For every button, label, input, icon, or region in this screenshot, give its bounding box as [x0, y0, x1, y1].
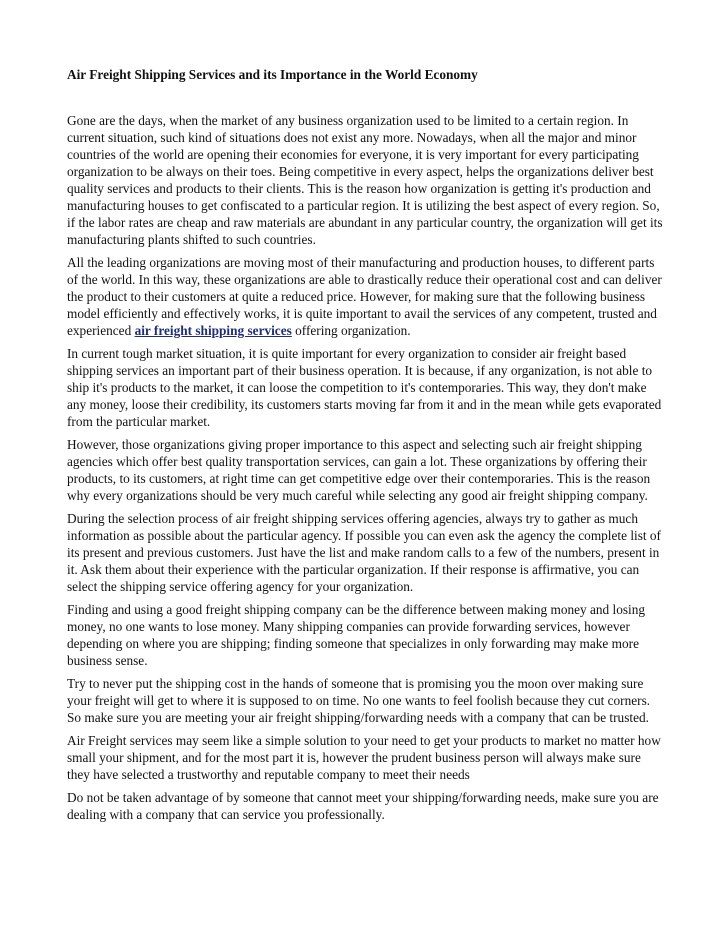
document-page [67, 66, 665, 829]
paragraph-8: Air Freight services may seem like a simple solution to your need to get your products to market no matter how small your shipment, and for the most part it is, however the prudent business person will always make sure they have selected a trustworthy and reputable company to meet their needs [67, 733, 661, 782]
paragraph-9: Do not be taken advantage of by someone that cannot meet your shipping/forwarding needs, make sure you are dealing with a company that can service you professionally. [67, 790, 659, 822]
paragraph-5: During the selection process of air freight shipping services offering agencies, always try to gather as much information as possible about the particular agency. If possible you can even ask the agency the complete list of its present and previous customers. Just have the list and make random calls to a few of the numbers, present in it. Ask them about their experience with the particular organization. If their response is affirmative, you can select the shipping service offering agency for your organization. [67, 511, 661, 594]
paragraph-7: Try to never put the shipping cost in the hands of someone that is promising you the moon over making sure your freight will get to where it is supposed to on time. No one wants to feel foolish because they cut corners. So make sure you are meeting your air freight shipping/forwarding needs with a company that can be trusted. [67, 676, 651, 725]
paragraph-1: Gone are the days, when the market of any business organization used to be limited to a certain region. In current situation, such kind of situations does not exist any more. Nowadays, when all the major and minor countries of the world are opening their economies for everyone, it is very important for every participating organization to be always on their toes. Being competitive in every aspect, helps the organizations deliver best quality services and products to their clients. This is the reason how organization is getting it's production and manufacturing houses to get confiscated to a particular region. It is utilizing the best aspect of every region. So, if the labor rates are cheap and raw materials are abundant in any particular country, the organization will get its manufacturing plants shifted to such countries. [67, 113, 663, 247]
paragraph-2 [67, 254, 665, 339]
paragraph-6: Finding and using a good freight shipping company can be the difference between making money and losing money, no one wants to lose money. Many shipping companies can provide forwarding services, however depending on where you are shipping; finding someone that specializes in only forwarding may make more business sense. [67, 602, 646, 668]
paragraph-2-text-after: offering organization. [291, 323, 411, 338]
paragraph-4: However, those organizations giving proper importance to this aspect and selecting such air freight shipping agencies which offer best quality transportation services, can gain a lot. These organizations by offering their products, to its customers, at right time can get competitive edge over their contemporaries. This is the reason why every organizations should be very much careful while selecting any good air freight shipping company. [67, 437, 651, 503]
paragraph-3: In current tough market situation, it is quite important for every organization to consider air freight based shipping services an important part of their business operation. It is because, if any organization, is not able to ship it's products to the market, it can loose the competition to it's contemporaries. This way, they don't make any money, loose their credibility, its customers starts moving far from it and in the mean while gets evaporated from the particular market. [67, 346, 662, 429]
air-freight-shipping-services-link[interactable]: air freight shipping services [134, 323, 292, 338]
paragraph-2-text-before: All the leading organizations are moving most of their manufacturing and production houses, to different parts of the world. In this way, these organizations are able to drastically reduce their operational cost and can deliver the product to their customers at quite a reduced price. However, for making sure that the following business model efficiently and effectively works, it is quite important to avail the services of any competent, trusted and experienced [67, 255, 662, 338]
document-title: Air Freight Shipping Services and its Importance in the World Economy [67, 67, 478, 82]
